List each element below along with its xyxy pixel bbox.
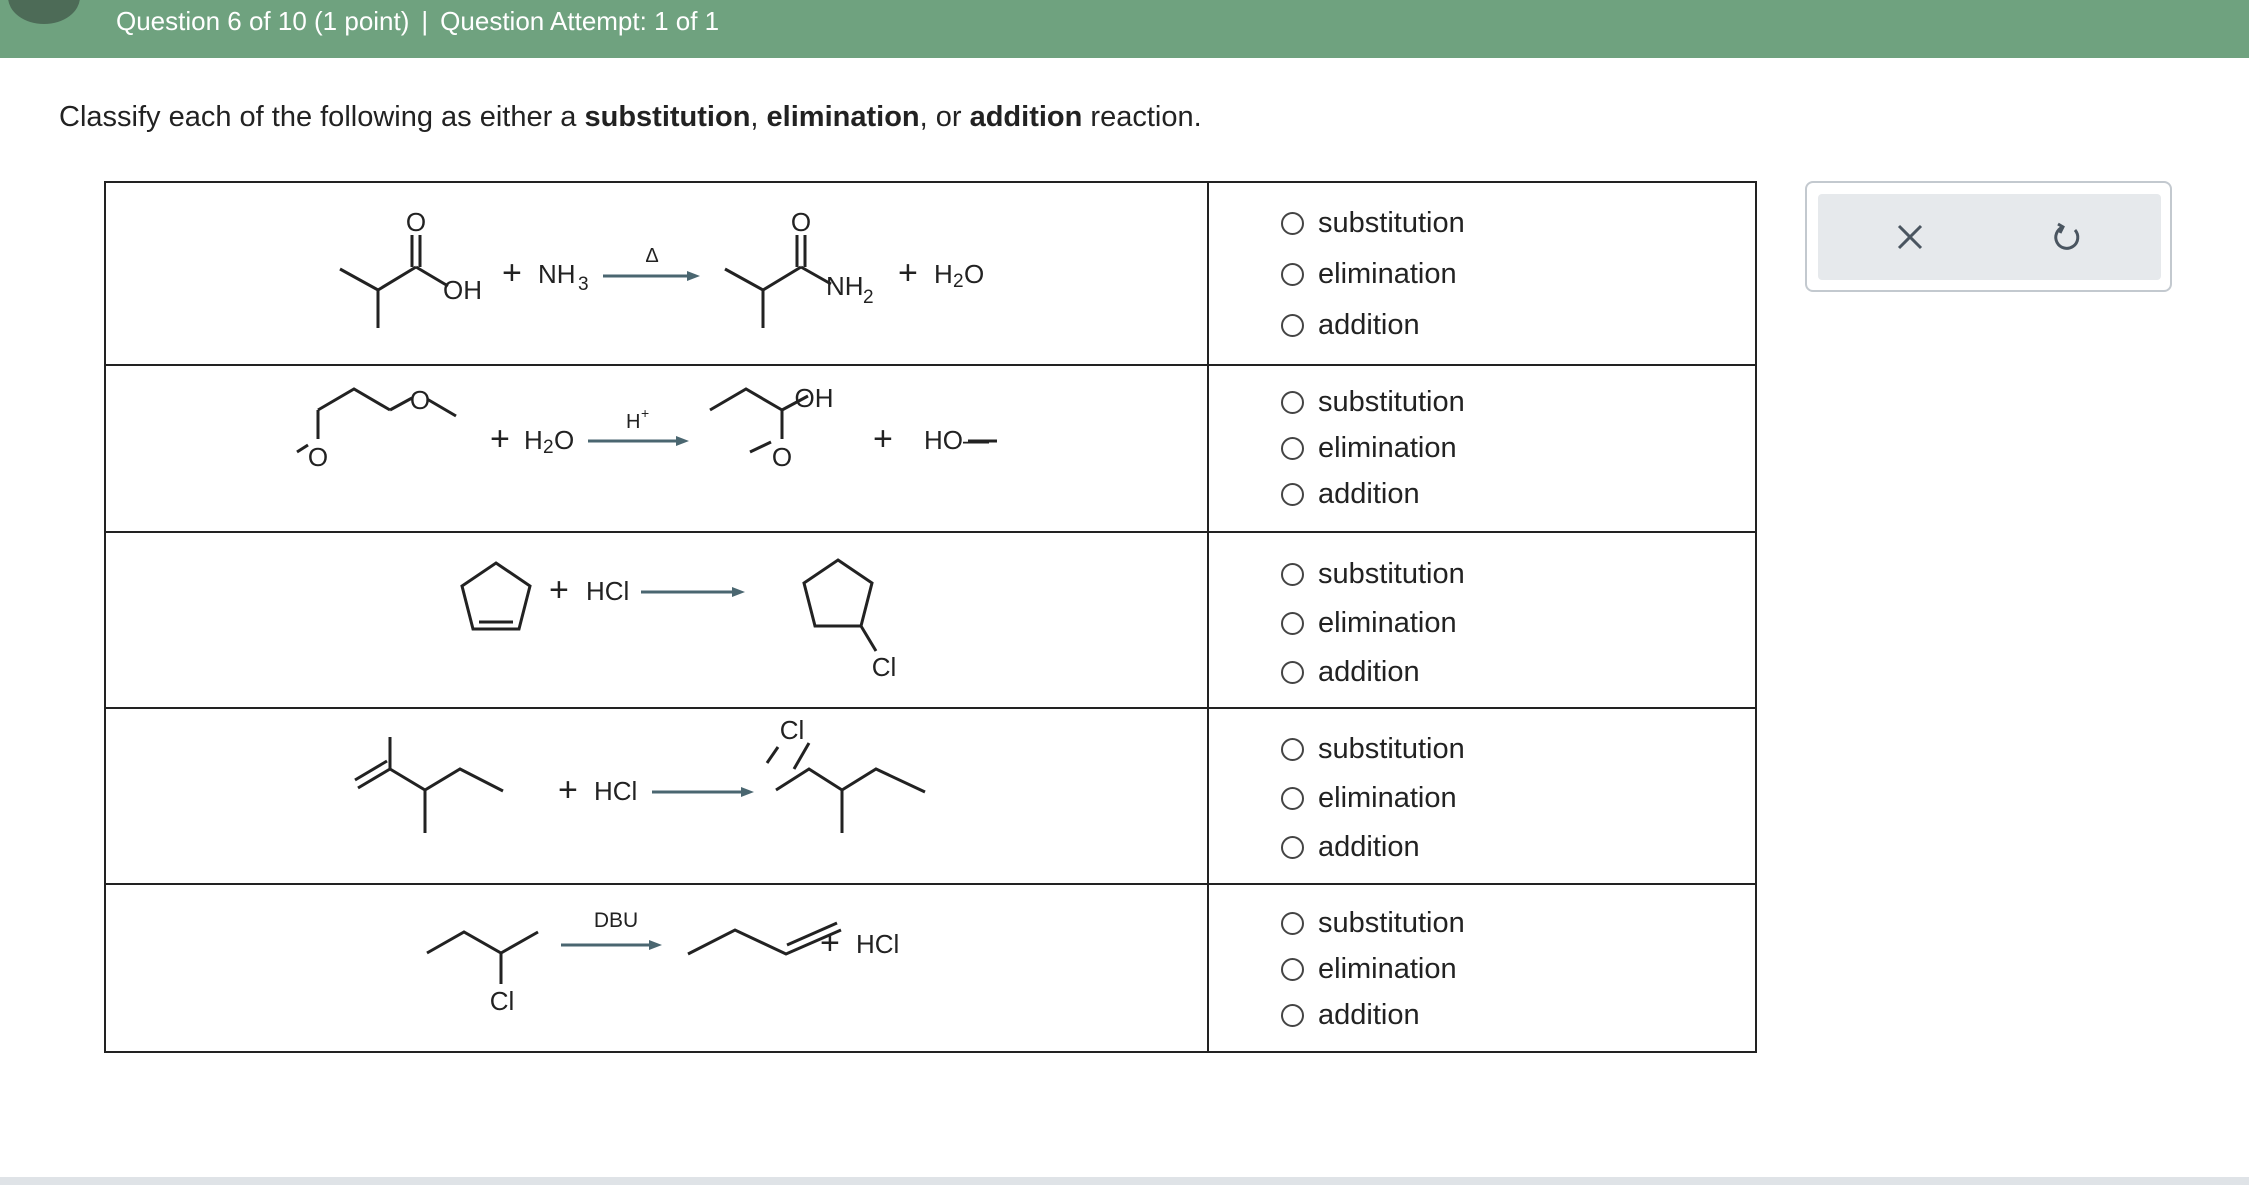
prompt-tail: reaction. (1082, 101, 1202, 133)
undo-icon (2051, 221, 2083, 253)
question-info (116, 6, 719, 37)
question-prompt (59, 101, 1202, 134)
option-addition[interactable] (1281, 309, 1420, 342)
reagent-subscript: 2 (543, 437, 554, 458)
option-substitution[interactable] (1281, 733, 1465, 766)
reaction-drawing-5 (106, 885, 1207, 1053)
reagent-label: NH (538, 259, 576, 289)
reaction-row-5 (106, 883, 1755, 1053)
option-elimination[interactable] (1281, 953, 1457, 986)
reaction-scheme-5 (106, 885, 1209, 1053)
plus-sign: + (558, 771, 578, 809)
option-substitution[interactable] (1281, 207, 1465, 240)
option-label: substitution (1318, 386, 1465, 418)
answer-tools-bar (1818, 194, 2161, 280)
prompt-or: , or (919, 101, 970, 133)
reaction-scheme-4 (106, 709, 1209, 885)
option-substitution[interactable] (1281, 907, 1465, 940)
reaction-row-1 (106, 183, 1755, 364)
byproduct-subscript: 2 (953, 271, 964, 292)
reaction-table (104, 181, 1757, 1053)
radio-button[interactable] (1281, 612, 1304, 635)
answer-tools-panel (1805, 181, 2172, 292)
product-label: O (790, 207, 812, 237)
radio-button[interactable] (1281, 437, 1304, 460)
radio-button[interactable] (1281, 483, 1304, 506)
radio-button[interactable] (1281, 563, 1304, 586)
product-label: Cl (871, 652, 897, 682)
reagent-label: O (554, 425, 575, 455)
radio-button[interactable] (1281, 738, 1304, 761)
condition-label: DBU (593, 909, 639, 932)
option-label: addition (1318, 831, 1420, 863)
prompt-term-substitution: substitution (584, 101, 751, 133)
option-label: substitution (1318, 907, 1465, 939)
radio-button[interactable] (1281, 661, 1304, 684)
reaction-row-4 (106, 707, 1755, 885)
radio-button[interactable] (1281, 212, 1304, 235)
option-substitution[interactable] (1281, 558, 1465, 591)
option-substitution[interactable] (1281, 386, 1465, 419)
reaction-drawing-2 (106, 366, 1207, 533)
question-number: Question 6 of 10 (1 point) (116, 6, 410, 36)
reagent-label: HCl (586, 576, 630, 606)
plus-sign: + (873, 420, 893, 458)
option-label: addition (1318, 478, 1420, 510)
prompt-lead: Classify each of the following as either a (59, 101, 585, 133)
question-header (0, 0, 2249, 58)
radio-button[interactable] (1281, 314, 1304, 337)
plus-sign: + (820, 924, 840, 962)
product-label: OH (794, 383, 834, 413)
reagent-subscript: 3 (578, 274, 589, 295)
radio-button[interactable] (1281, 958, 1304, 981)
reactant-label: O (405, 207, 427, 237)
option-label: elimination (1318, 782, 1457, 814)
byproduct-label: O (964, 259, 985, 289)
reagent-label: HCl (594, 776, 638, 806)
option-label: addition (1318, 309, 1420, 341)
byproduct-label: HCl (856, 929, 900, 959)
option-label: addition (1318, 656, 1420, 688)
undo-button[interactable] (2042, 212, 2092, 262)
plus-sign: + (549, 571, 569, 609)
prompt-term-addition: addition (969, 101, 1083, 133)
reaction-row-3 (106, 531, 1755, 709)
option-label: elimination (1318, 607, 1457, 639)
attempt-info: Question Attempt: 1 of 1 (440, 6, 720, 36)
radio-button[interactable] (1281, 836, 1304, 859)
option-addition[interactable] (1281, 656, 1420, 689)
byproduct-label: HO— (924, 425, 989, 455)
reactant-label: O (409, 385, 431, 415)
product-label: NH (826, 271, 864, 301)
option-label: addition (1318, 999, 1420, 1031)
reaction-scheme-3 (106, 533, 1209, 709)
condition-superscript: + (641, 405, 650, 421)
product-label: Cl (779, 715, 805, 745)
reaction-drawing-3 (106, 533, 1207, 709)
product-subscript: 2 (863, 287, 874, 308)
option-label: elimination (1318, 953, 1457, 985)
header-separator: | (421, 6, 429, 36)
radio-button[interactable] (1281, 912, 1304, 935)
reaction-scheme-2 (106, 366, 1209, 533)
clear-answer-button[interactable] (1885, 212, 1935, 262)
product-label: O (771, 442, 793, 472)
option-label: elimination (1318, 432, 1457, 464)
condition-label: Δ (645, 245, 659, 267)
radio-button[interactable] (1281, 391, 1304, 414)
reaction-row-2 (106, 364, 1755, 533)
option-label: substitution (1318, 207, 1465, 239)
reactant-label: Cl (489, 986, 515, 1016)
plus-sign: + (490, 420, 510, 458)
reaction-drawing-4 (106, 709, 1207, 885)
option-addition[interactable] (1281, 831, 1420, 864)
reactant-label: O (307, 442, 329, 472)
x-icon (1896, 223, 1924, 251)
plus-sign: + (502, 254, 522, 292)
option-elimination[interactable] (1281, 607, 1457, 640)
radio-button[interactable] (1281, 787, 1304, 810)
option-addition[interactable] (1281, 478, 1420, 511)
reaction-scheme-1 (106, 183, 1209, 364)
radio-button[interactable] (1281, 263, 1304, 286)
prompt-term-elimination: elimination (766, 101, 920, 133)
option-addition[interactable] (1281, 999, 1420, 1032)
reagent-label: H (524, 425, 543, 455)
reactant-label: OH (443, 275, 482, 305)
condition-label: H (626, 411, 641, 433)
option-elimination[interactable] (1281, 782, 1457, 815)
byproduct-label: H (934, 259, 953, 289)
reaction-drawing-1 (106, 183, 1207, 364)
footer-bar (0, 1177, 2249, 1185)
prompt-comma: , (750, 101, 767, 133)
option-elimination[interactable] (1281, 258, 1457, 291)
plus-sign: + (898, 254, 918, 292)
menu-button[interactable] (8, 0, 80, 24)
radio-button[interactable] (1281, 1004, 1304, 1027)
option-label: substitution (1318, 558, 1465, 590)
option-label: substitution (1318, 733, 1465, 765)
option-elimination[interactable] (1281, 432, 1457, 465)
option-label: elimination (1318, 258, 1457, 290)
